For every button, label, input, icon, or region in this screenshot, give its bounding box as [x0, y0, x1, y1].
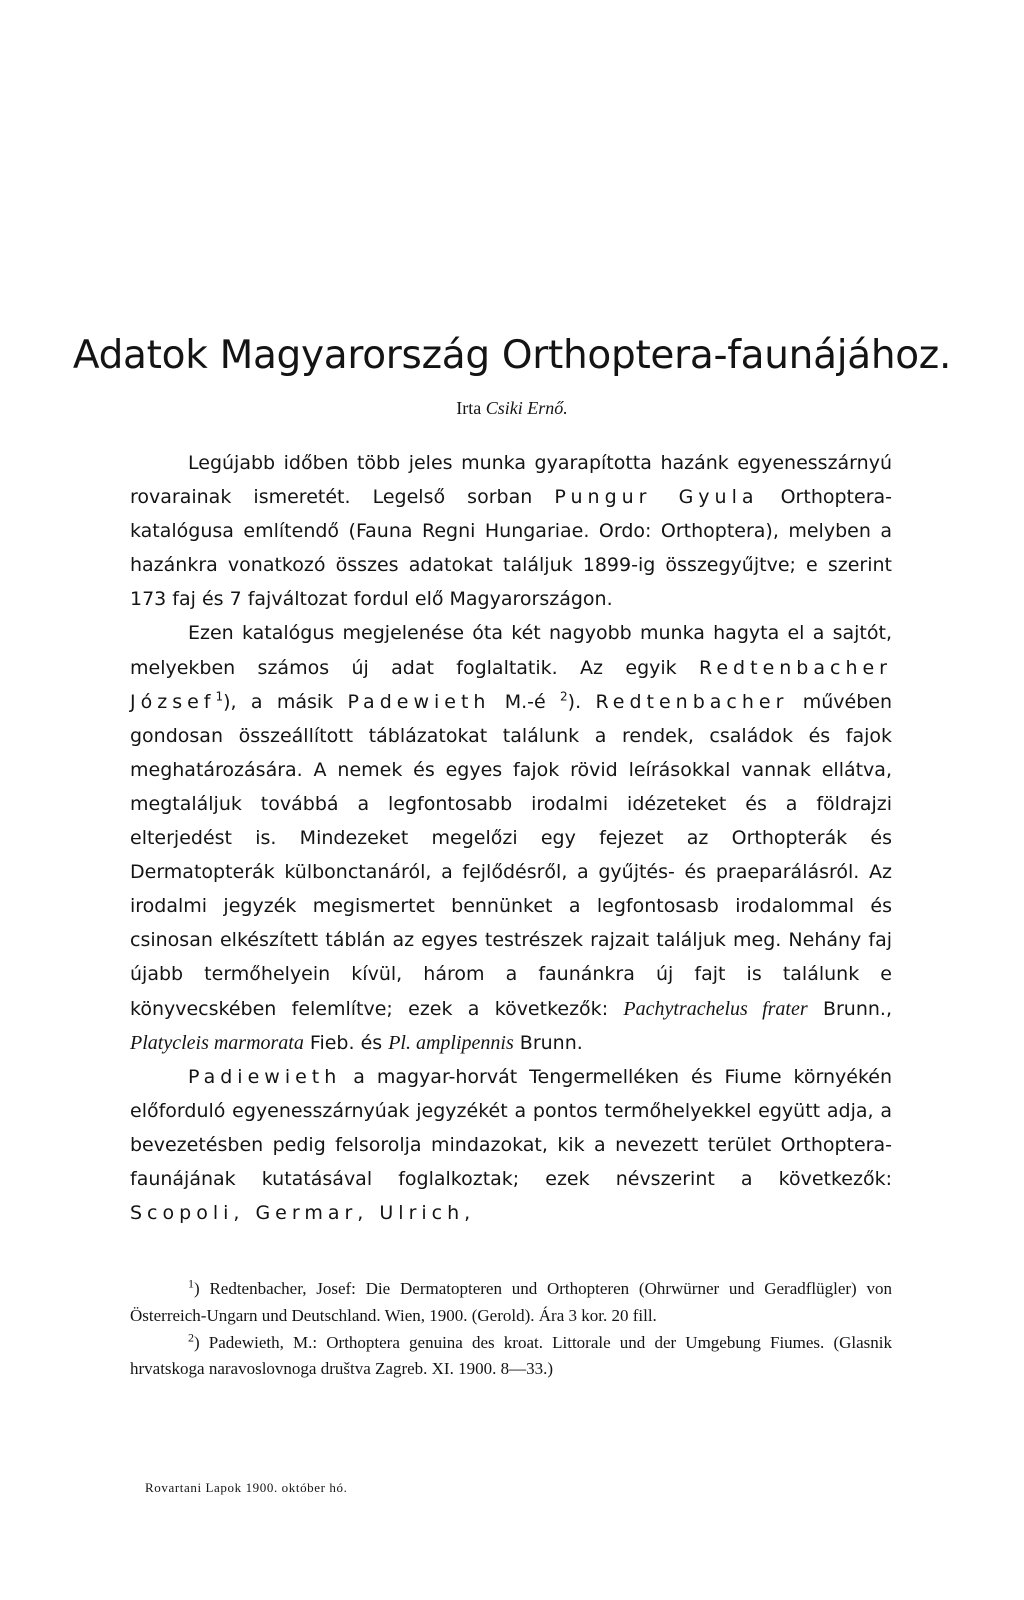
- footnote-2-mark: 2: [188, 1329, 194, 1344]
- p2-text-f: Brunn.,: [807, 997, 892, 1020]
- footnote-2: [130, 1330, 892, 1384]
- p2-text-e: művében gondosan összeállított táblázatokat találunk a rendek, családok és fajok meghatározására. A nemek és egyes fajok rövid leírásokkal vannak ellátva, megtaláljuk továbbá a legfontosabb irodalmi idézeteket és a földrajzi elterjedést is. Mindezeket megelőzi egy fejezet az Orthopterák és Dermatopterák külbonctanáról, a fejlődésről, a gyűjtés- és praeparálásról. Az irodalmi jegyzék megismertet bennünket a legfontosasb irodalommal és csinosan elkészített táblán az egyes testrészek rajzait találjuk meg. Nehány faj újabb termőhelyein kívül, három a faunánkra új fajt is találunk e könyvecskében felemlítve; ezek a következők:: [130, 690, 892, 1020]
- footnote-1-text: ) Redtenbacher, Josef: Die Dermatopteren und Orthopteren (Ohrwürner und Geradflügler) von Österreich-Ungarn und Deutschland. Wien, 1900. (Gerold). Ára 3 kor. 20 fill.: [130, 1279, 892, 1325]
- p2-text-d: ).: [567, 690, 596, 713]
- p2-text-a: Ezen katalógus megjelenése óta két nagyobb munka hagyta el a sajtót, melyekben számos új adat foglaltatik. Az egyik: [130, 622, 892, 679]
- species-amplipennis: Pl. amplipennis: [388, 1031, 514, 1054]
- footnotes: [130, 1276, 892, 1383]
- author-redtenbacher-2: Redtenbacher: [595, 690, 789, 713]
- byline-prefix: Irta: [456, 398, 482, 418]
- author-list: Scopoli, Germar, Ulrich,: [130, 1202, 476, 1225]
- paragraph-2: [130, 616, 892, 1059]
- species-platycleis: Platycleis marmorata: [130, 1031, 304, 1054]
- byline: [0, 398, 1024, 419]
- footnote-1: [130, 1276, 892, 1330]
- footnote-2-text: ) Padewieth, M.: Orthoptera genuina des kroat. Littorale und der Umgebung Fiumes. (Glasnik hrvatskoga naravoslovnoga društva Zagreb. XI. 1900. 8—33.): [130, 1332, 892, 1379]
- paragraph-3: [130, 1060, 892, 1230]
- p1-text-b: Orthoptera-katalógusa említendő (Fauna Regni Hungariae. Ordo: Orthoptera), melyben a hazánkra vonatkozó összes adatokat találjuk 1899-ig összegyűjtve; e szerint 173 faj és 7 fajváltozat fordul elő Magyarországon.: [130, 486, 893, 611]
- author-padiewieth: Padiewieth: [188, 1065, 342, 1088]
- article-body: [130, 446, 892, 1230]
- p2-text-h: Brunn.: [513, 1031, 583, 1054]
- p2-text-c: M.-é: [490, 690, 561, 713]
- author-name: Csiki Ernő.: [485, 398, 568, 418]
- paragraph-1: [130, 446, 892, 616]
- journal-imprint: Rovartani Lapok 1900. október hó.: [145, 1480, 348, 1495]
- p3-text-a: a magyar-horvát Tengermelléken és Fiume környékén előforduló egyenesszárnyúak jegyzékét a pontos termőhelyekkel együtt adja, a bevezetésben pedig felsorolja mindazokat, kik a nevezett terület Orthoptera-faunájának kutatásával foglalkoztak; ezek névszerint a következők:: [130, 1065, 892, 1190]
- p2-text-b: ), a másik: [223, 690, 348, 713]
- footnote-ref-2: 2: [560, 689, 568, 704]
- footnote-1-mark: 1: [188, 1276, 194, 1291]
- p1-text-a: Legújabb időben több jeles munka gyarapította hazánk egyenesszárnyú rovarainak ismeretét. Legelső sorban: [130, 452, 892, 509]
- author-pungur: Pungur Gyula: [554, 486, 759, 509]
- article-title: Adatok Magyarország Orthoptera-faunájához.: [72, 333, 952, 378]
- author-redtenbacher: Redtenbacher József: [130, 656, 892, 713]
- author-padewieth: Padewieth: [347, 690, 491, 713]
- species-pachytrachelus: Pachytrachelus frater: [623, 997, 808, 1020]
- footnote-ref-1: 1: [215, 689, 224, 704]
- p2-text-g: Fieb. és: [303, 1031, 389, 1054]
